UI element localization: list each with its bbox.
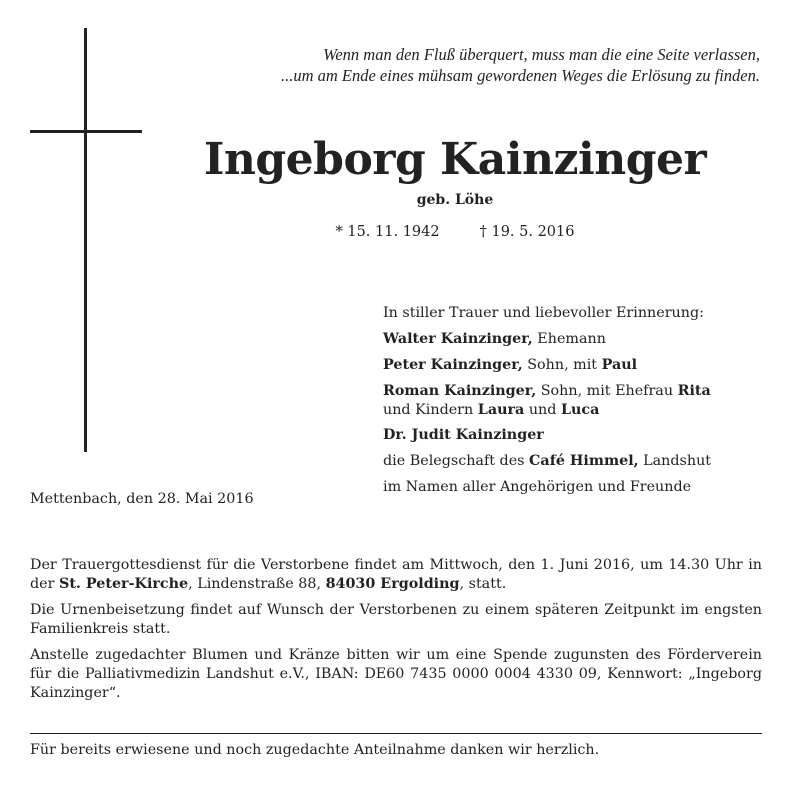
mourner-husband: Walter Kainzinger, Ehemann (383, 331, 606, 347)
maiden-name: geb. Löhe (416, 192, 494, 208)
verse-line-1: Wenn man den Fluß überquert, muss man die eine Seite verlassen, (323, 45, 760, 64)
mourner-judit: Dr. Judit Kainzinger (383, 427, 544, 443)
verse-line-2: ...um am Ende eines mühsam gewordenen Weges die Erlösung zu finden. (280, 66, 760, 85)
memorial-verse (150, 44, 760, 86)
mourners-intro: In stiller Trauer und liebevoller Erinnerung: (383, 305, 704, 321)
cross-vertical-bar (84, 28, 87, 452)
mourner-staff: die Belegschaft des Café Himmel, Landshut (383, 453, 712, 469)
death-date: † 19. 5. 2016 (479, 224, 575, 240)
divider-line (30, 733, 762, 734)
service-information (30, 556, 762, 710)
mourner-son-peter: Peter Kainzinger, Sohn, mit Paul (383, 357, 638, 373)
thanks-line: Für bereits erwiesene und noch zugedachte Anteilnahme danken wir herzlich. (30, 742, 600, 758)
place-and-date: Mettenbach, den 28. Mai 2016 (30, 491, 254, 507)
mourner-all: im Namen aller Angehörigen und Freunde (383, 479, 692, 495)
cross-horizontal-bar (30, 130, 142, 133)
urn-burial-paragraph: Die Urnenbeisetzung findet auf Wunsch der Verstorbenen zu einem späteren Zeitpunkt im engsten Familienkreis statt. (30, 602, 762, 637)
donation-paragraph: Anstelle zugedachter Blumen und Kränze bitten wir um eine Spende zugunsten des Förderverein für die Palliativmedizin Landshut e.V., IBAN: DE60 7435 0000 0004 4330 09, Kennwort: „Ingeborg Kainzinger“. (30, 647, 762, 701)
mourner-son-roman: Roman Kainzinger, Sohn, mit Ehefrau Rita und Kindern Laura und Luca (383, 383, 711, 418)
birth-date: * 15. 11. 1942 (335, 224, 440, 240)
funeral-service-paragraph: Der Trauergottesdienst für die Verstorbene findet am Mittwoch, den 1. Juni 2016, um 14.30 Uhr in der St. Peter-Kirche, Lindenstraße 88, 84030 Ergolding, statt. (30, 557, 762, 592)
life-dates (150, 224, 760, 240)
mourners-list (383, 304, 773, 504)
deceased-name: Ingeborg Kainzinger (203, 134, 707, 185)
